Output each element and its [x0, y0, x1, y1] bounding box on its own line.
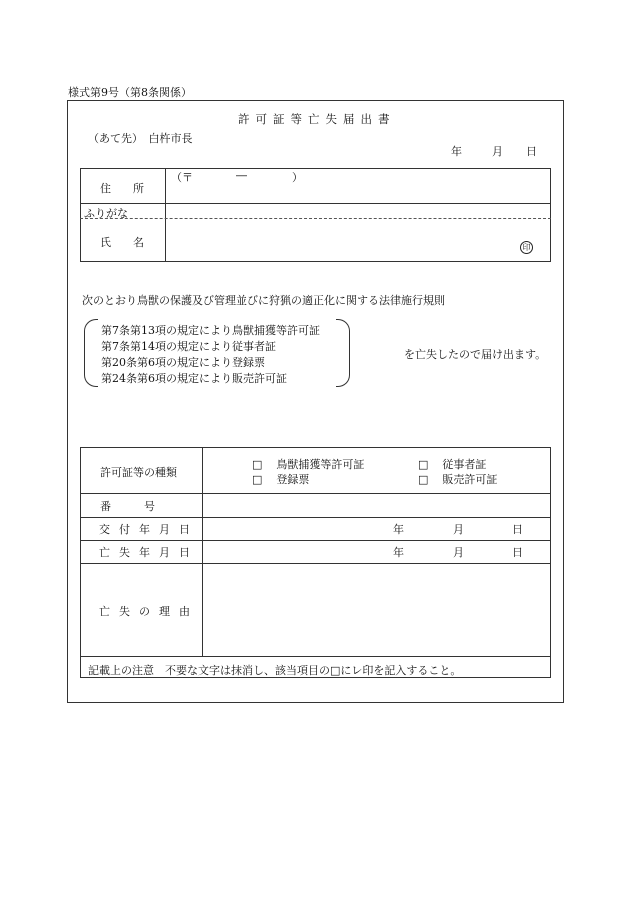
furigana-separator: [80, 218, 551, 219]
furigana-label: ふりがな: [84, 207, 128, 220]
loss-year: 年: [393, 546, 404, 559]
postal-close: ）: [292, 171, 303, 184]
address-separator: [80, 203, 551, 204]
regulation-item: 第20条第6項の規定により登録票: [101, 356, 265, 369]
addressee: （あて先） 白杵市長: [88, 132, 193, 145]
date-day: 日: [526, 145, 537, 158]
option-worker-certificate[interactable]: □ 従事者証: [418, 458, 487, 471]
reason-label: 亡失の理由: [99, 605, 199, 618]
loss-day: 日: [512, 546, 523, 559]
left-bracket: [84, 319, 98, 387]
option-sales-permit[interactable]: □ 販売許可証: [418, 473, 498, 486]
date-month: 月: [492, 145, 503, 158]
loss-month: 月: [453, 546, 464, 559]
type-label: 許可証等の種類: [100, 466, 177, 479]
postal-open[interactable]: （〒: [171, 171, 193, 184]
checkbox-icon[interactable]: □: [252, 458, 263, 471]
option-hunting-permit[interactable]: □ 鳥獣捕獲等許可証: [252, 458, 365, 471]
right-bracket: [336, 319, 350, 387]
checkbox-icon[interactable]: □: [252, 473, 263, 486]
checkbox-icon[interactable]: □: [418, 473, 429, 486]
regulation-item: 第7条第13項の規定により鳥獣捕獲等許可証: [101, 324, 320, 337]
issue-month: 月: [453, 523, 464, 536]
table-divider: [202, 447, 203, 656]
address-label: 住 所: [100, 182, 144, 195]
seal-mark: 印: [520, 241, 533, 254]
checkbox-icon[interactable]: □: [418, 458, 429, 471]
form-number: 様式第9号（第8条関係）: [68, 86, 192, 99]
table-row-separator: [80, 563, 551, 564]
issue-year: 年: [393, 523, 404, 536]
table-row-separator: [80, 656, 551, 657]
regulation-item: 第24条第6項の規定により販売許可証: [101, 372, 287, 385]
table-row-separator: [80, 540, 551, 541]
applicant-divider: [165, 168, 166, 262]
option-registration[interactable]: □ 登録票: [252, 473, 310, 486]
postal-dash: ―: [236, 169, 247, 182]
table-row-separator: [80, 493, 551, 494]
loss-date-label: 亡失年月日: [99, 546, 199, 559]
issue-day: 日: [512, 523, 523, 536]
intro-text: 次のとおり鳥獣の保護及び管理並びに狩猟の適正化に関する法律施行規則: [82, 294, 445, 307]
form-title: 許可証等亡失届出書: [238, 112, 396, 126]
closing-text: を亡失したので届け出ます。: [404, 348, 547, 361]
name-label: 氏 名: [100, 236, 144, 249]
note-text: 記載上の注意 不要な文字は抹消し、該当項目の□にレ印を記入すること。: [88, 664, 462, 677]
number-label: 番 号: [100, 500, 155, 513]
applicant-box: [80, 168, 551, 262]
date-year: 年: [451, 145, 462, 158]
regulation-item: 第7条第14項の規定により従事者証: [101, 340, 276, 353]
table-row-separator: [80, 517, 551, 518]
issue-date-label: 交付年月日: [99, 523, 199, 536]
